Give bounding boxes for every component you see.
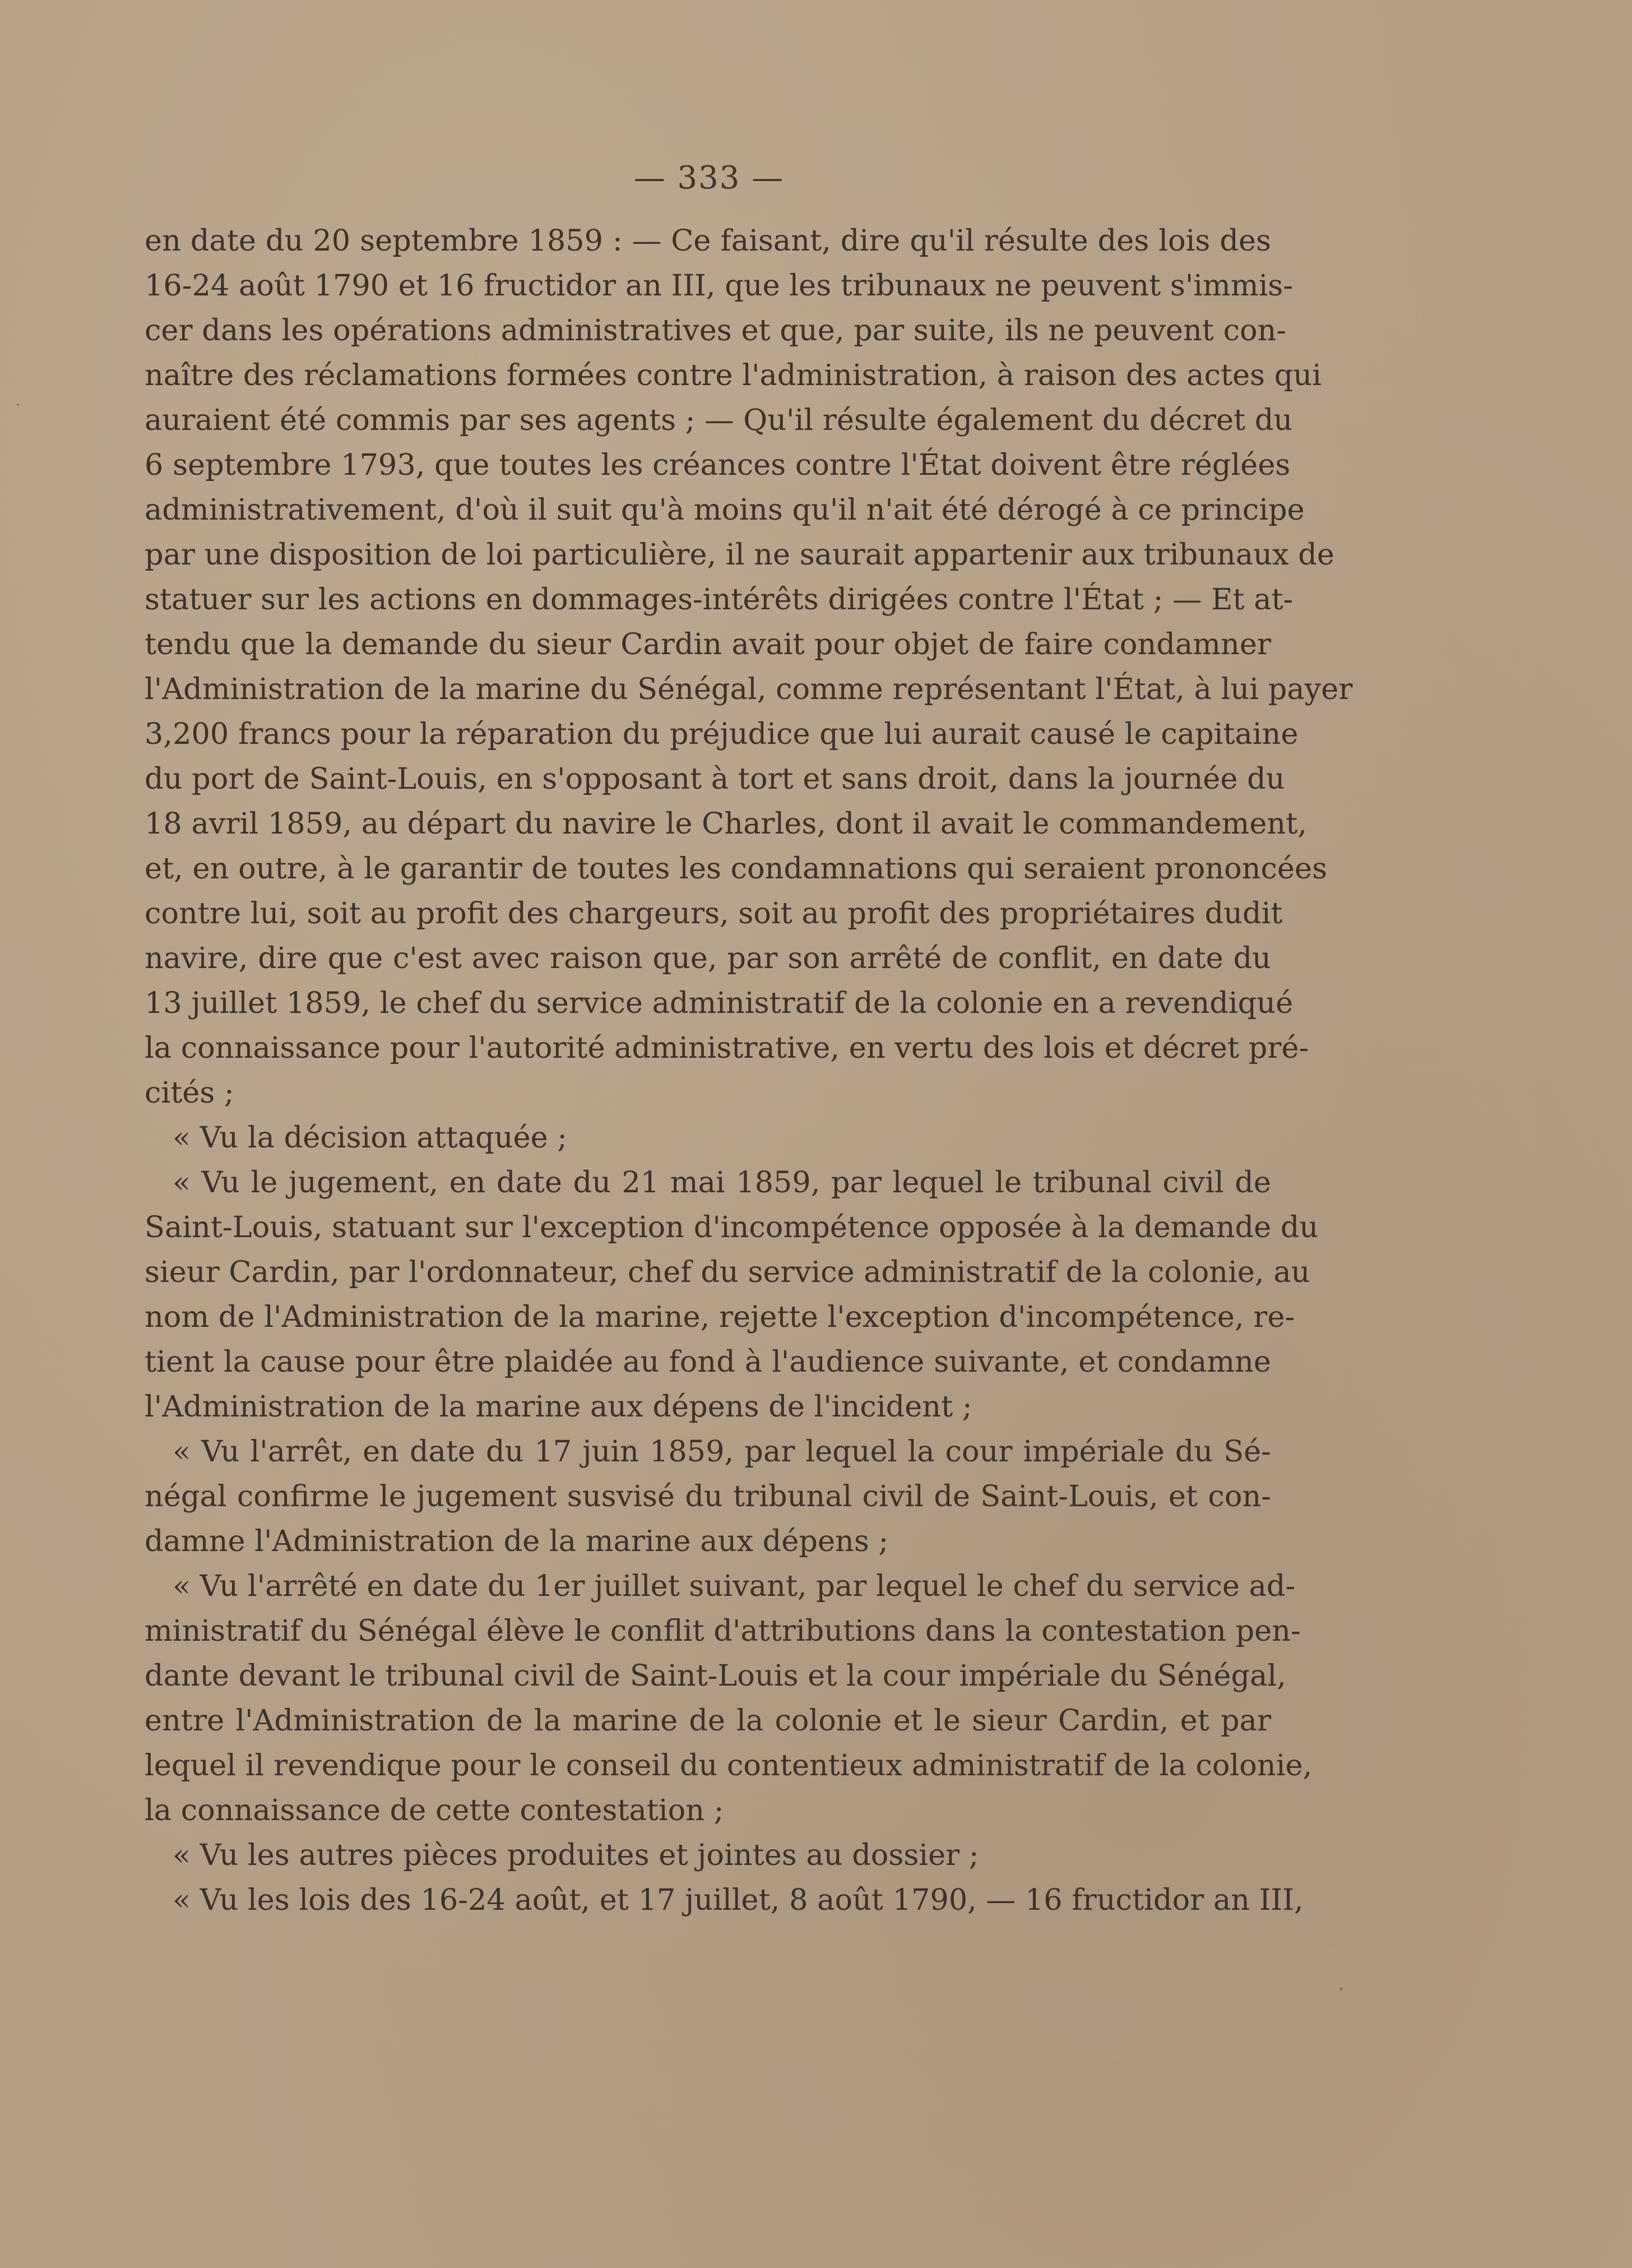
- text-line: 16-24 août 1790 et 16 fructidor an III, que les tribunaux ne peuvent s'immis-: [145, 269, 1293, 303]
- text-line: l'Administration de la marine du Sénégal, comme représentant l'État, à lui payer: [145, 672, 1353, 706]
- text-line: auraient été commis par ses agents ; — Qu'il résulte également du décret du: [145, 403, 1293, 437]
- text-line: « Vu la décision attaquée ;: [173, 1121, 568, 1155]
- text-line: 6 septembre 1793, que toutes les créances contre l'État doivent être réglées: [145, 448, 1291, 482]
- text-line: dante devant le tribunal civil de Saint-Louis et la cour impériale du Sénégal,: [145, 1659, 1286, 1693]
- text-line: « Vu les autres pièces produites et jointes au dossier ;: [173, 1838, 979, 1872]
- body-text: [145, 219, 1353, 1923]
- paper-fleck: [1339, 1987, 1343, 1991]
- text-line: « Vu l'arrêté en date du 1er juillet suivant, par lequel le chef du service ad-: [173, 1569, 1296, 1603]
- text-line: entre l'Administration de la marine de la colonie et le sieur Cardin, et par: [145, 1704, 1271, 1738]
- text-line: naître des réclamations formées contre l'administration, à raison des actes qui: [145, 358, 1322, 392]
- text-line: tendu que la demande du sieur Cardin avait pour objet de faire condamner: [145, 627, 1271, 661]
- text-line: « Vu le jugement, en date du 21 mai 1859, par lequel le tribunal civil de: [173, 1165, 1271, 1200]
- text-line: navire, dire que c'est avec raison que, par son arrêté de conflit, en date du: [145, 941, 1271, 975]
- text-line: administrativement, d'où il suit qu'à moins qu'il n'ait été dérogé à ce principe: [145, 493, 1305, 527]
- text-line: lequel il revendique pour le conseil du contentieux administratif de la colonie,: [145, 1748, 1313, 1783]
- text-line: cer dans les opérations administratives et que, par suite, ils ne peuvent con-: [145, 313, 1287, 348]
- text-line: damne l'Administration de la marine aux dépens ;: [145, 1524, 889, 1558]
- text-line: négal confirme le jugement susvisé du tribunal civil de Saint-Louis, et con-: [145, 1479, 1271, 1513]
- text-line: « Vu les lois des 16-24 août, et 17 juillet, 8 août 1790, — 16 fructidor an III,: [173, 1883, 1304, 1917]
- text-line: et, en outre, à le garantir de toutes les condamnations qui seraient prononcées: [145, 851, 1328, 886]
- text-line: statuer sur les actions en dommages-intérêts dirigées contre l'État ; — Et at-: [145, 582, 1293, 617]
- text-line: 13 juillet 1859, le chef du service administratif de la colonie en a revendiqué: [145, 986, 1293, 1020]
- text-line: du port de Saint-Louis, en s'opposant à tort et sans droit, dans la journée du: [145, 762, 1285, 796]
- text-line: sieur Cardin, par l'ordonnateur, chef du service administratif de la colonie, au: [145, 1255, 1310, 1289]
- text-line: par une disposition de loi particulière, il ne saurait appartenir aux tribunaux de: [145, 538, 1334, 572]
- text-line: nom de l'Administration de la marine, rejette l'exception d'incompétence, re-: [145, 1300, 1295, 1334]
- page-number: — 333 —: [633, 160, 785, 196]
- text-line: « Vu l'arrêt, en date du 17 juin 1859, par lequel la cour impériale du Sé-: [173, 1434, 1271, 1469]
- text-line: cités ;: [145, 1076, 234, 1110]
- text-line: contre lui, soit au profit des chargeurs, soit au profit des propriétaires dudit: [145, 896, 1283, 931]
- text-line: Saint-Louis, statuant sur l'exception d'incompétence opposée à la demande du: [145, 1210, 1319, 1244]
- text-line: la connaissance pour l'autorité administrative, en vertu des lois et décret pré-: [145, 1031, 1309, 1065]
- text-line: 18 avril 1859, au départ du navire le Charles, dont il avait le commandement,: [145, 807, 1307, 841]
- text-line: l'Administration de la marine aux dépens de l'incident ;: [145, 1390, 972, 1424]
- text-line: la connaissance de cette contestation ;: [145, 1793, 724, 1827]
- text-line: tient la cause pour être plaidée au fond à l'audience suivante, et condamne: [145, 1345, 1271, 1379]
- text-line: ministratif du Sénégal élève le conflit d'attributions dans la contestation pen-: [145, 1614, 1301, 1648]
- text-line: en date du 20 septembre 1859 : — Ce faisant, dire qu'il résulte des lois des: [145, 224, 1271, 258]
- text-line: 3,200 francs pour la réparation du préjudice que lui aurait causé le capitaine: [145, 717, 1299, 751]
- paper-fleck: [17, 404, 19, 406]
